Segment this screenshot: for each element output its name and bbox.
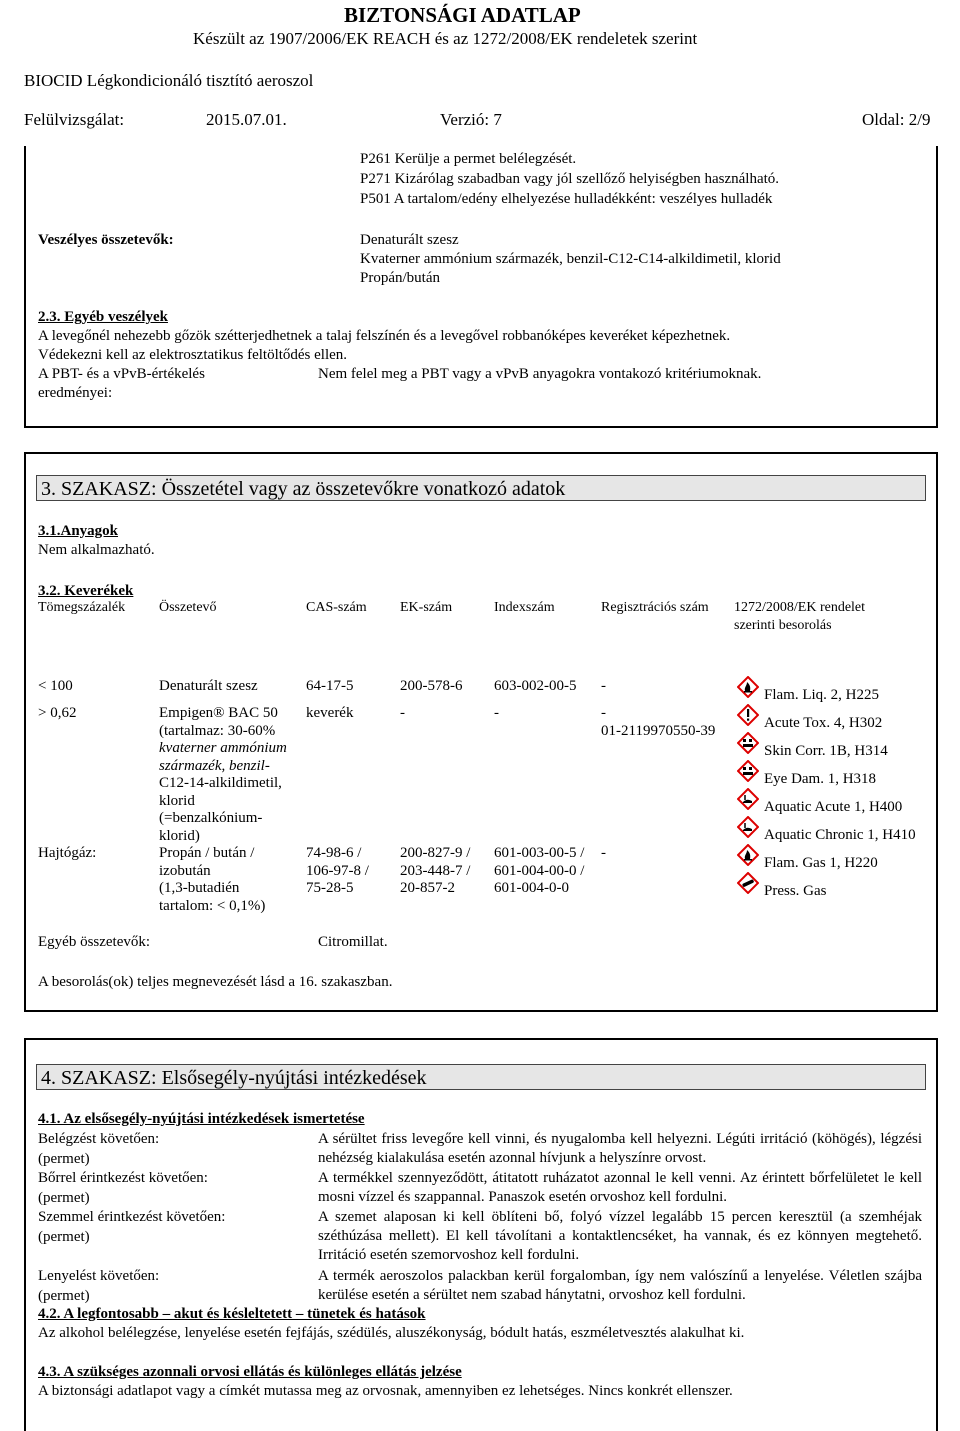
ghs-classification: Flam. Liq. 2, H225 bbox=[764, 687, 879, 703]
column-header: CAS-szám bbox=[306, 600, 367, 615]
section-4-title: 4. SZAKASZ: Elsősegély-nyújtási intézkedések bbox=[36, 1064, 926, 1090]
table-cell-reg: 01-2119970550-39 bbox=[601, 723, 716, 739]
table-cell-cas: 64-17-5 bbox=[306, 678, 354, 694]
table-cell-index bbox=[494, 845, 584, 898]
p-statement: P501 A tartalom/edény elhelyezése hulladékként: veszélyes hulladék bbox=[360, 191, 773, 207]
section-3-bottom-rule bbox=[24, 1010, 938, 1012]
label-line: Bőrrel érintkezést követően: bbox=[38, 1170, 208, 1186]
name-line: Propán / bután / bbox=[159, 845, 255, 861]
gas-cylinder-pictogram-icon bbox=[737, 872, 759, 894]
first-aid-text: A termékkel szennyeződött, átitatott ruházatot azonnal le kell venni. Az érintett bőrfelületet le kell mosni vízzel és szappannal. Panaszok esetén orvoshoz kell fordulni. bbox=[318, 1170, 922, 1205]
section-3-2-heading: 3.2. Keverékek bbox=[38, 583, 134, 599]
section-4-1-heading: 4.1. Az elsősegély-nyújtási intézkedések ismertetése bbox=[38, 1111, 365, 1127]
section-3-1-text: Nem alkalmazható. bbox=[38, 542, 155, 558]
review-label: Felülvizsgálat: bbox=[24, 110, 125, 129]
table-cell-reg: - bbox=[601, 678, 606, 694]
section-4-3-text: A biztonsági adatlapot vagy a címkét mutassa meg az orvosnak, amennyiben ez lehetséges. Nincs konkrét ellenszer. bbox=[38, 1383, 733, 1399]
name-line: kvaterner ammónium bbox=[159, 740, 287, 756]
page-number: Oldal: 2/9 bbox=[862, 110, 931, 129]
column-header: EK-szám bbox=[400, 600, 453, 615]
table-cell-ek bbox=[400, 845, 470, 898]
name-line: (tartalmaz: 30-60% bbox=[159, 722, 276, 739]
label-line: Lenyelést követően: bbox=[38, 1268, 160, 1284]
first-aid-label bbox=[38, 1208, 225, 1247]
table-cell-name bbox=[159, 705, 287, 845]
hazardous-item: Kvaterner ammónium származék, benzil-C12-C14-alkildimetil, klorid bbox=[360, 251, 781, 267]
section-4-3-heading: 4.3. A szükséges azonnali orvosi ellátás és különleges ellátás jelzése bbox=[38, 1364, 462, 1380]
first-aid-text: A termék aeroszolos palackban kerül forgalomban, így nem valószínű a lenyelése. Véletlen szájba kerülése esetén a sérültet nem szabad hánytatni, orvoshoz kell fordulni. bbox=[318, 1268, 922, 1303]
pbt-label: A PBT- és a vPvB-értékelés bbox=[38, 366, 205, 382]
cas-line: 74-98-6 / bbox=[306, 845, 362, 861]
table-cell-reg: - bbox=[601, 845, 606, 861]
name-line: C12-14-alkildimetil, bbox=[159, 775, 282, 791]
ek-line: 203-448-7 / bbox=[400, 862, 471, 879]
section-3-title: 3. SZAKASZ: Összetétel vagy az összetevőkre vonatkozó adatok bbox=[36, 475, 926, 501]
ghs-classification: Aquatic Acute 1, H400 bbox=[764, 799, 903, 815]
table-cell-index: 603-002-00-5 bbox=[494, 678, 577, 694]
cas-line: 106-97-8 / bbox=[306, 862, 369, 879]
pbt-label: eredményei: bbox=[38, 385, 113, 401]
pbt-value: Nem felel meg a PBT vagy a vPvB anyagokra vontakozó kritériumoknak. bbox=[318, 366, 762, 382]
first-aid-label bbox=[38, 1130, 159, 1169]
first-aid-label bbox=[38, 1169, 208, 1208]
table-cell-pct: < 100 bbox=[38, 678, 73, 694]
name-line: Empigen® BAC 50 bbox=[159, 705, 278, 721]
name-line: klorid) bbox=[159, 827, 200, 844]
product-name: BIOCID Légkondicionáló tisztító aeroszol bbox=[24, 71, 314, 90]
column-header: 1272/2008/EK rendelet bbox=[734, 600, 866, 615]
label-line: (permet) bbox=[38, 1287, 90, 1304]
hazardous-item: Propán/bután bbox=[360, 270, 440, 286]
ek-line: 200-827-9 / bbox=[400, 845, 471, 861]
review-date: 2015.07.01. bbox=[206, 110, 287, 129]
label-line: (permet) bbox=[38, 1228, 90, 1245]
corrosion-pictogram-icon bbox=[737, 732, 759, 754]
first-aid-text: A szemet alaposan ki kell öblíteni bő, folyó vízzel legalább 15 percen keresztül (a szemhéjak széthúzása mellett). El kell távolítani a kontaktlencséket, ha vannak, és ez könnyen megtehető. Irritáció esetén szemorvoshoz kell fordulni. bbox=[318, 1209, 922, 1263]
hazardous-item: Denaturált szesz bbox=[360, 232, 459, 248]
index-line: 601-004-00-0 / bbox=[494, 862, 585, 879]
first-aid-label bbox=[38, 1267, 159, 1306]
table-cell-name: Denaturált szesz bbox=[159, 678, 258, 694]
exclamation-pictogram-icon bbox=[737, 704, 759, 726]
section-2-bottom-rule bbox=[24, 426, 938, 428]
p-statement: P261 Kerülje a permet belélegzését. bbox=[360, 151, 577, 167]
ghs-classification: Skin Corr. 1B, H314 bbox=[764, 743, 888, 759]
table-cell-index: - bbox=[494, 705, 499, 721]
ghs-classification: Eye Dam. 1, H318 bbox=[764, 771, 877, 787]
ek-line: 20-857-2 bbox=[400, 880, 455, 896]
ghs-classification: Flam. Gas 1, H220 bbox=[764, 855, 878, 871]
label-line: Belégzést követően: bbox=[38, 1131, 160, 1147]
label-line: (permet) bbox=[38, 1189, 90, 1206]
hazardous-label: Veszélyes összetevők: bbox=[38, 232, 174, 248]
column-header: Tömegszázalék bbox=[38, 600, 126, 615]
name-line: származék, benzil- bbox=[159, 757, 270, 774]
environment-pictogram-icon bbox=[737, 816, 759, 838]
document-subtitle: Készült az 1907/2006/EK REACH és az 1272/2008/EK rendeletek szerint bbox=[193, 29, 698, 48]
other-hazards-line: A levegőnél nehezebb gőzök szétterjedhetnek a talaj felszínén és a levegővel robbanóképes keveréket képezhetnek. bbox=[38, 328, 731, 344]
ghs-classification: Acute Tox. 4, H302 bbox=[764, 715, 883, 731]
table-cell-cas: keverék bbox=[306, 705, 354, 721]
classification-note: A besorolás(ok) teljes megnevezését lásd a 16. szakaszban. bbox=[38, 974, 393, 990]
other-ingredients-value: Citromillat. bbox=[318, 934, 388, 950]
name-line: izobután bbox=[159, 862, 211, 879]
other-hazards-line: Védekezni kell az elektrosztatikus feltöltődés ellen. bbox=[38, 347, 348, 363]
name-line: (1,3-butadién bbox=[159, 880, 240, 896]
first-aid-text: A sérültet friss levegőre kell vinni, és nyugalomba kell helyezni. Légúti irritáció (köhögés), légzési nehézség kialakulása esetén azonnal hívjunk a helyszínre orvost. bbox=[318, 1131, 922, 1166]
environment-pictogram-icon bbox=[737, 788, 759, 810]
name-line: klorid bbox=[159, 792, 195, 809]
section-3-1-heading: 3.1.Anyagok bbox=[38, 523, 119, 539]
column-header: Összetevő bbox=[159, 600, 217, 615]
other-ingredients-label: Egyéb összetevők: bbox=[38, 934, 151, 950]
ghs-classification: Aquatic Chronic 1, H410 bbox=[764, 827, 916, 843]
column-header: szerinti besorolás bbox=[734, 618, 832, 633]
table-cell-pct: > 0,62 bbox=[38, 705, 77, 721]
corrosion-pictogram-icon bbox=[737, 760, 759, 782]
table-cell-ek: - bbox=[400, 705, 405, 721]
ghs-classification: Press. Gas bbox=[764, 883, 827, 899]
column-header: Regisztrációs szám bbox=[601, 600, 709, 615]
version: Verzió: 7 bbox=[440, 110, 502, 129]
name-line: (=benzalkónium- bbox=[159, 810, 263, 826]
flame-pictogram-icon bbox=[737, 844, 759, 866]
section-2-3-heading: 2.3. Egyéb veszélyek bbox=[38, 309, 168, 325]
p-statement: P271 Kizárólag szabadban vagy jól szellőző helyiségben használható. bbox=[360, 171, 780, 187]
table-cell-pct: Hajtógáz: bbox=[38, 845, 97, 861]
index-line: 601-004-0-0 bbox=[494, 880, 569, 896]
table-cell-reg: - bbox=[601, 705, 606, 721]
section-2-frame bbox=[24, 146, 938, 426]
section-4-2-heading: 4.2. A legfontosabb – akut és késleltetett – tünetek és hatások bbox=[38, 1306, 426, 1322]
table-cell-ek: 200-578-6 bbox=[400, 678, 463, 694]
table-cell-cas bbox=[306, 845, 369, 898]
section-4-2-text: Az alkohol belélegzése, lenyelése esetén fejfájás, szédülés, aluszékonyság, bódult hatás, eszméletvesztés alakulhat ki. bbox=[38, 1325, 745, 1341]
document-title: BIZTONSÁGI ADATLAP bbox=[344, 3, 581, 27]
label-line: (permet) bbox=[38, 1150, 90, 1167]
name-line: tartalom: < 0,1%) bbox=[159, 897, 266, 914]
flame-pictogram-icon bbox=[737, 676, 759, 698]
cas-line: 75-28-5 bbox=[306, 880, 354, 896]
table-cell-name bbox=[159, 845, 265, 915]
index-line: 601-003-00-5 / bbox=[494, 845, 585, 861]
label-line: Szemmel érintkezést követően: bbox=[38, 1209, 226, 1225]
column-header: Indexszám bbox=[494, 600, 555, 615]
